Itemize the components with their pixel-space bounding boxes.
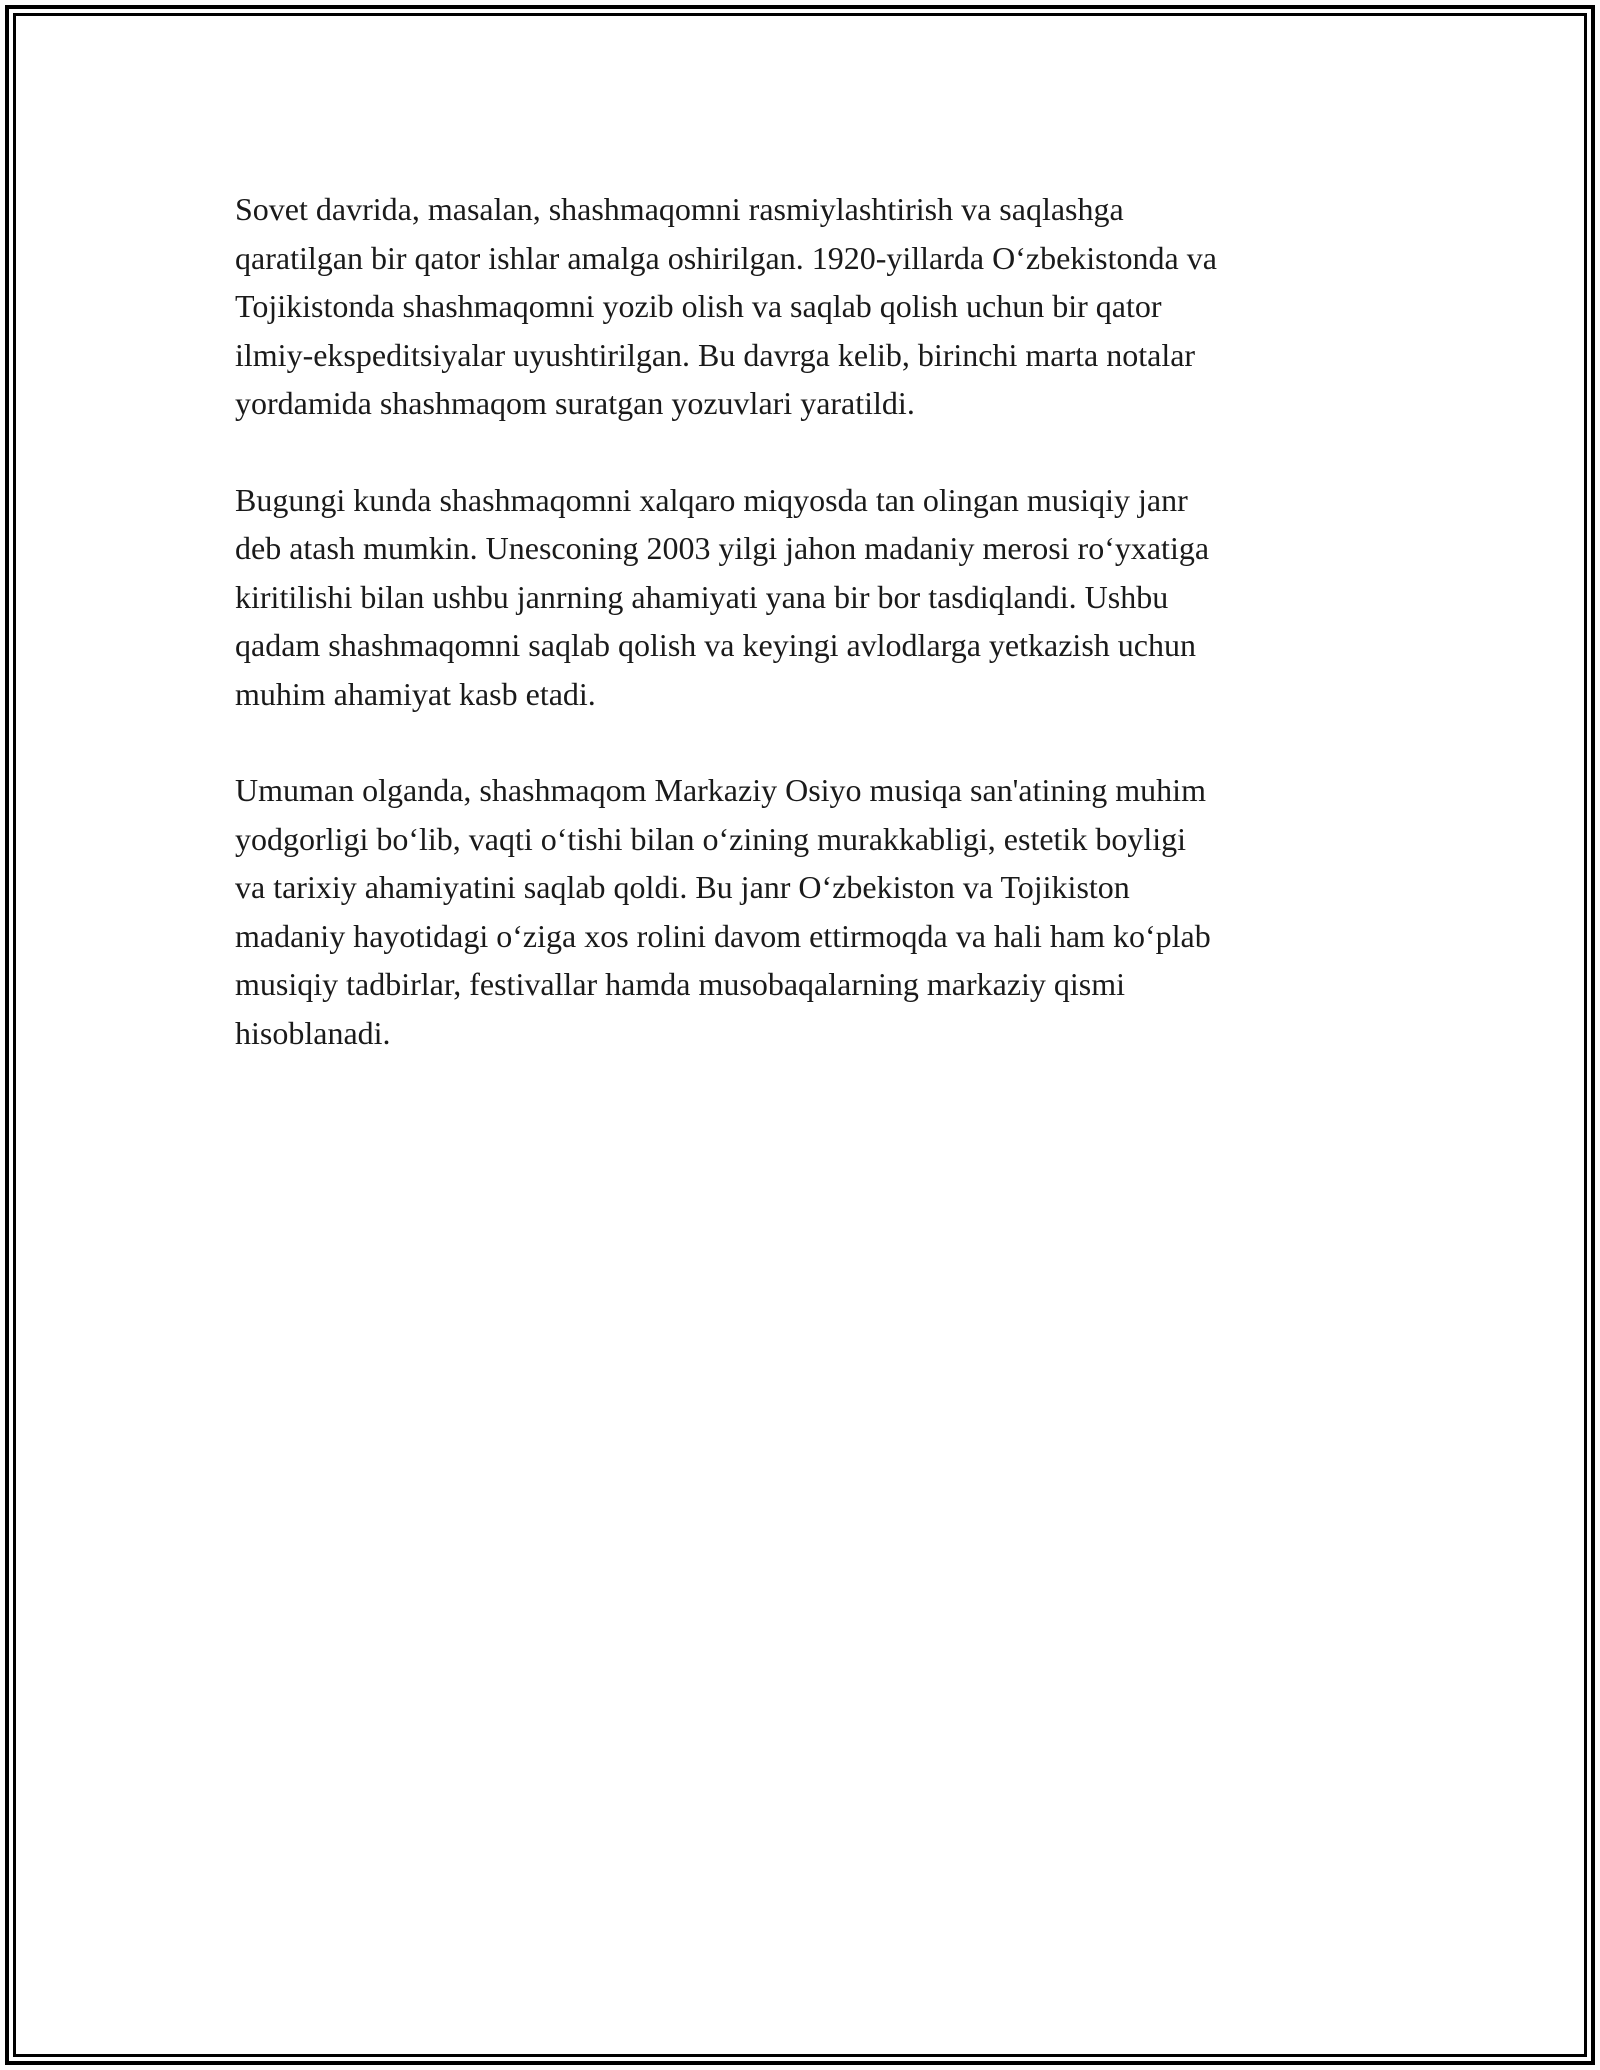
paragraph-unesco-recognition: Bugungi kunda shashmaqomni xalqaro miqyosda tan olingan musiqiy janr deb atash mumkin. Unesconing 2003 yilgi jahon madaniy merosi roʻyxatiga kiritilishi bilan ushbu janrning ahamiyati yana bir bor tasdiqlandi. Ushbu qadam shashmaqomni saqlab qolish va keyingi avlodlarga yetkazish uchun muhim ahamiyat kasb etadi. [235, 481, 1210, 712]
paragraph-conclusion: Umuman olganda, shashmaqom Markaziy Osiyo musiqa san'atining muhim yodgorligi boʻlib, vaqti oʻtishi bilan oʻzining murakkabligi, estetik boyligi va tarixiy ahamiyatini saqlab qoldi. Bu janr Oʻzbekiston va Tojikiston madaniy hayotidagi oʻziga xos rolini davom ettirmoqda va hali ham koʻplab musiqiy tadbirlar, festivallar hamda musobaqalarning markaziy qismi hisoblanadi. [235, 772, 1211, 1051]
document-body [235, 185, 1365, 1105]
paragraph-soviet-era: Sovet davrida, masalan, shashmaqomni rasmiylashtirish va saqlashga qaratilgan bir qator ishlar amalga oshirilgan. 1920-yillarda Oʻzbekistonda va Tojikistonda shashmaqomni yozib olish va saqlab qolish uchun bir qator ilmiy-ekspeditsiyalar uyushtirilgan. Bu davrga kelib, birinchi marta notalar yordamida shashmaqom suratgan yozuvlari yaratildi. [235, 191, 1217, 421]
